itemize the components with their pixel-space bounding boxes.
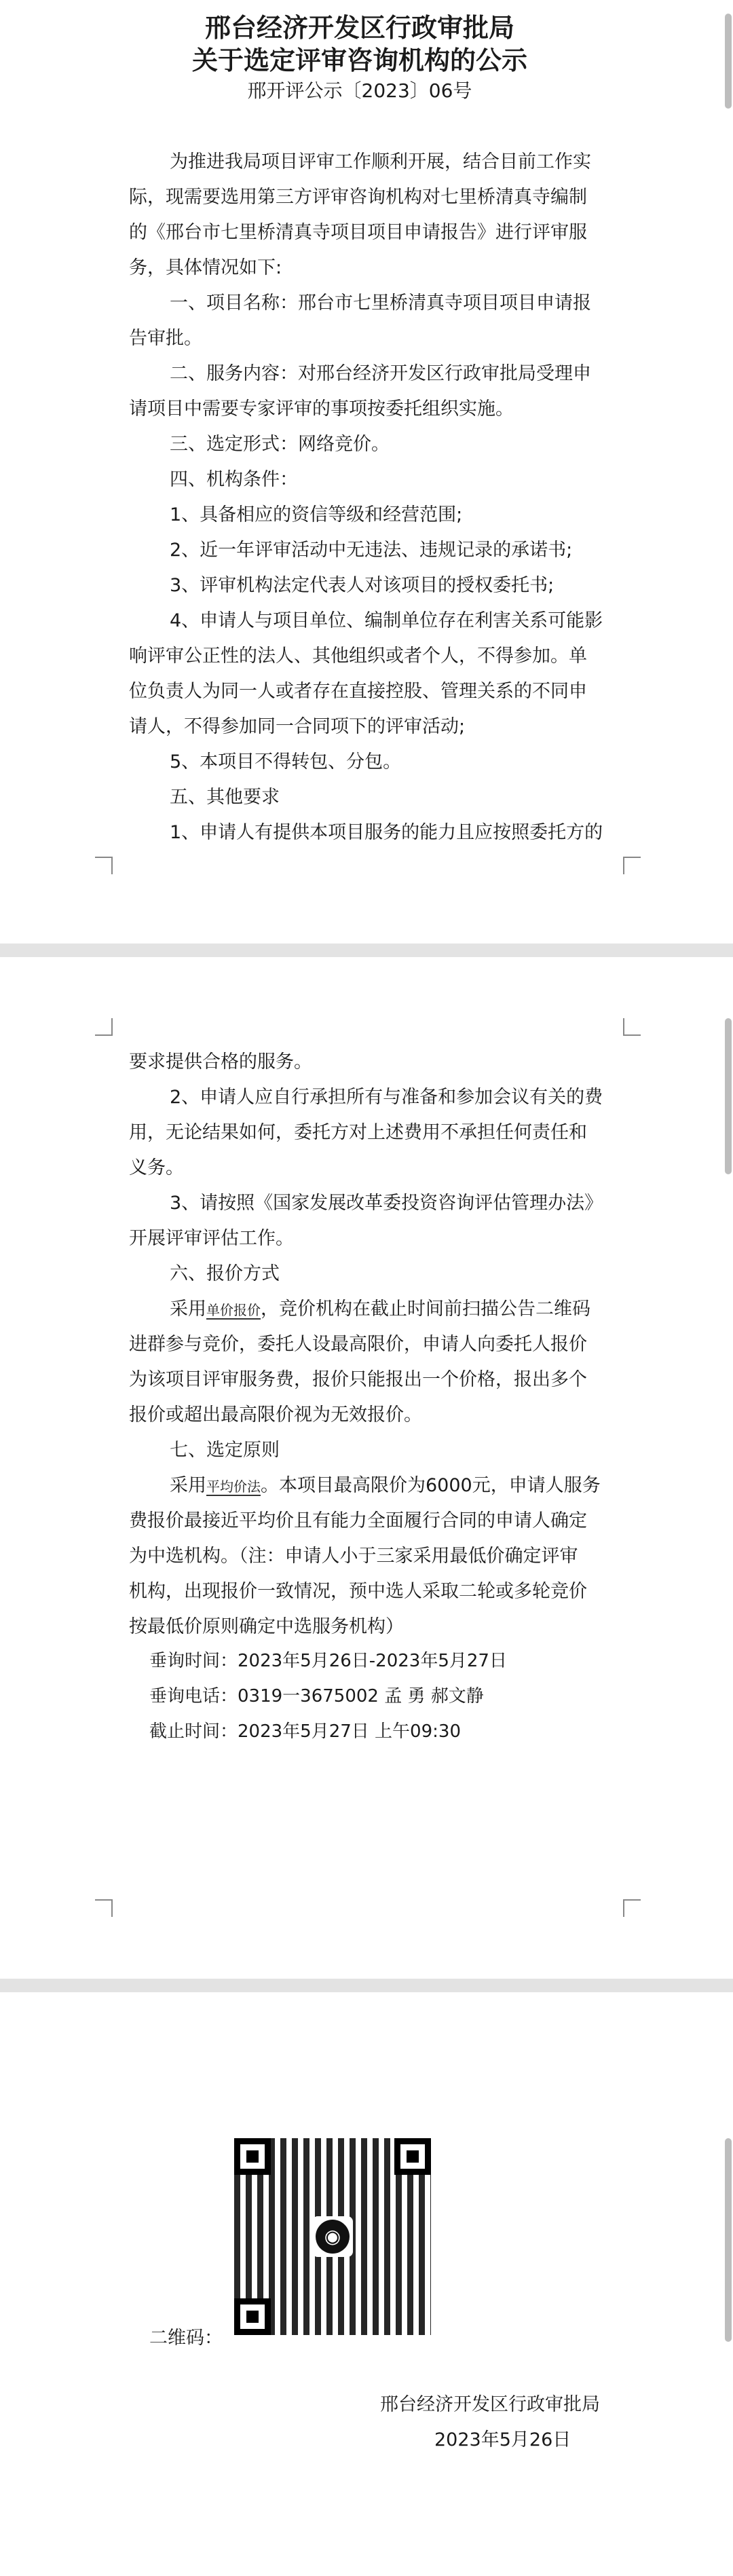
paragraph-line: 二、服务内容：对邢台经济开发区行政审批局受理申 <box>170 363 591 384</box>
paragraph-line <box>170 1294 590 1320</box>
paragraph-line: 要求提供合格的服务。 <box>129 1051 312 1072</box>
qr-finder-pattern <box>394 2138 431 2175</box>
document-page-1 <box>0 0 719 944</box>
paragraph-line: 机构，出现报价一致情况，预中选人采取二轮或多轮竞价 <box>129 1581 587 1602</box>
paragraph-line: 4、申请人与项目单位、编制单位存在利害关系可能影 <box>170 610 603 631</box>
qr-label: 二维码： <box>149 2328 223 2349</box>
margin-corner-mark <box>623 1018 641 1036</box>
paragraph-line: 1、具备相应的资信等级和经营范围; <box>170 504 463 525</box>
page-separator <box>0 1979 733 1992</box>
qr-finder-pattern <box>234 2298 271 2335</box>
paragraph-line: 四、机构条件： <box>170 469 298 490</box>
paragraph-line: 报价或超出最高限价视为无效报价。 <box>129 1404 422 1425</box>
paragraph-line: 响评审公正性的法人、其他组织或者个人，不得参加。单 <box>129 646 587 667</box>
deadline: 截止时间：2023年5月27日 上午09:30 <box>149 1721 461 1742</box>
paragraph-line: 为中选机构。（注：申请人小于三家采用最低价确定评审 <box>129 1546 578 1567</box>
paragraph-line: 为该项目评审服务费，报价只能报出一个价格，报出多个 <box>129 1369 587 1390</box>
text: 采用 <box>170 1299 206 1320</box>
paragraph-line: 请人，不得参加同一合同项下的评审活动; <box>129 716 466 737</box>
paragraph-line: 告审批。 <box>129 328 202 349</box>
paragraph-line: 3、评审机构法定代表人对该项目的授权委托书; <box>170 575 555 596</box>
paragraph-line: 五、其他要求 <box>170 787 280 808</box>
qr-center <box>312 2216 353 2257</box>
text: 采用 <box>170 1475 206 1496</box>
document-number: 邢开评公示〔2023〕06号 <box>247 79 472 102</box>
signature-org: 邢台经济开发区行政审批局 <box>380 2394 600 2415</box>
margin-corner-mark <box>95 857 113 874</box>
section-heading: 七、选定原则 <box>170 1440 280 1461</box>
text: ，竞价机构在截止时间前扫描公告二维码 <box>261 1299 590 1320</box>
paragraph-line: 5、本项目不得转包、分包。 <box>170 751 402 772</box>
document-page-2 <box>0 957 719 1979</box>
paragraph-line: 请项目中需要专家评审的事项按委托组织实施。 <box>129 398 514 419</box>
paragraph-line: 3、请按照《国家发展改革委投资咨询评估管理办法》 <box>170 1193 603 1214</box>
paragraph-line <box>170 1470 601 1497</box>
margin-corner-mark <box>623 857 641 874</box>
paragraph-line: 按最低价原则确定中选服务机构） <box>129 1616 404 1637</box>
paragraph-line: 的《邢台市七里桥清真寺项目项目申请报告》进行评审服 <box>129 222 587 243</box>
margin-corner-mark <box>623 1899 641 1917</box>
page-title: 邢台经济开发区行政审批局 <box>204 13 514 43</box>
paragraph-line: 1、申请人有提供本项目服务的能力且应按照委托方的 <box>170 822 603 843</box>
paragraph-line: 义务。 <box>129 1157 184 1178</box>
qr-code[interactable] <box>234 2138 431 2335</box>
scrollbar-thumb[interactable] <box>725 1018 732 1174</box>
inquiry-phone: 垂询电话：0319一3675002 孟 勇 郝文静 <box>149 1686 484 1706</box>
margin-corner-mark <box>95 1899 113 1917</box>
paragraph-line: 开展评审评估工作。 <box>129 1228 294 1249</box>
selection-method: 平均价法 <box>206 1478 261 1495</box>
inquiry-time: 垂询时间：2023年5月26日-2023年5月27日 <box>149 1651 507 1671</box>
paragraph-line: 位负责人为同一人或者存在直接控股、管理关系的不同申 <box>129 681 587 702</box>
page-subtitle: 关于选定评审咨询机构的公示 <box>191 45 527 75</box>
text: 。本项目最高限价为6000元，申请人服务 <box>261 1475 601 1496</box>
paragraph-line: 2、申请人应自行承担所有与准备和参加会议有关的费 <box>170 1087 603 1108</box>
section-heading: 六、报价方式 <box>170 1263 280 1284</box>
scrollbar-thumb[interactable] <box>725 2138 732 2342</box>
signature-date: 2023年5月26日 <box>434 2429 571 2450</box>
paragraph-line: 三、选定形式：网络竞价。 <box>170 434 390 455</box>
paragraph-line: 用，无论结果如何，委托方对上述费用不承担任何责任和 <box>129 1122 587 1143</box>
paragraph-line: 费报价最接近平均价且有能力全面履行合同的申请人确定 <box>129 1510 587 1531</box>
pricing-method: 单价报价 <box>206 1302 261 1318</box>
paragraph-line: 2、近一年评审活动中无违法、违规记录的承诺书; <box>170 540 573 561</box>
paragraph-line: 务，具体情况如下: <box>129 257 282 278</box>
paragraph-line: 进群参与竞价，委托人设最高限价，申请人向委托人报价 <box>129 1334 587 1355</box>
paragraph-line: 一、项目名称：邢台市七里桥清真寺项目项目申请报 <box>170 293 591 314</box>
margin-corner-mark <box>95 1018 113 1036</box>
wechat-icon: ◉ <box>316 2220 350 2254</box>
qr-finder-pattern <box>234 2138 271 2175</box>
paragraph-line: 际，现需要选用第三方评审咨询机构对七里桥清真寺编制 <box>129 187 587 208</box>
scrollbar-thumb[interactable] <box>725 14 732 109</box>
page-separator <box>0 944 733 957</box>
paragraph-line: 为推进我局项目评审工作顺利开展，结合目前工作实 <box>170 151 591 172</box>
